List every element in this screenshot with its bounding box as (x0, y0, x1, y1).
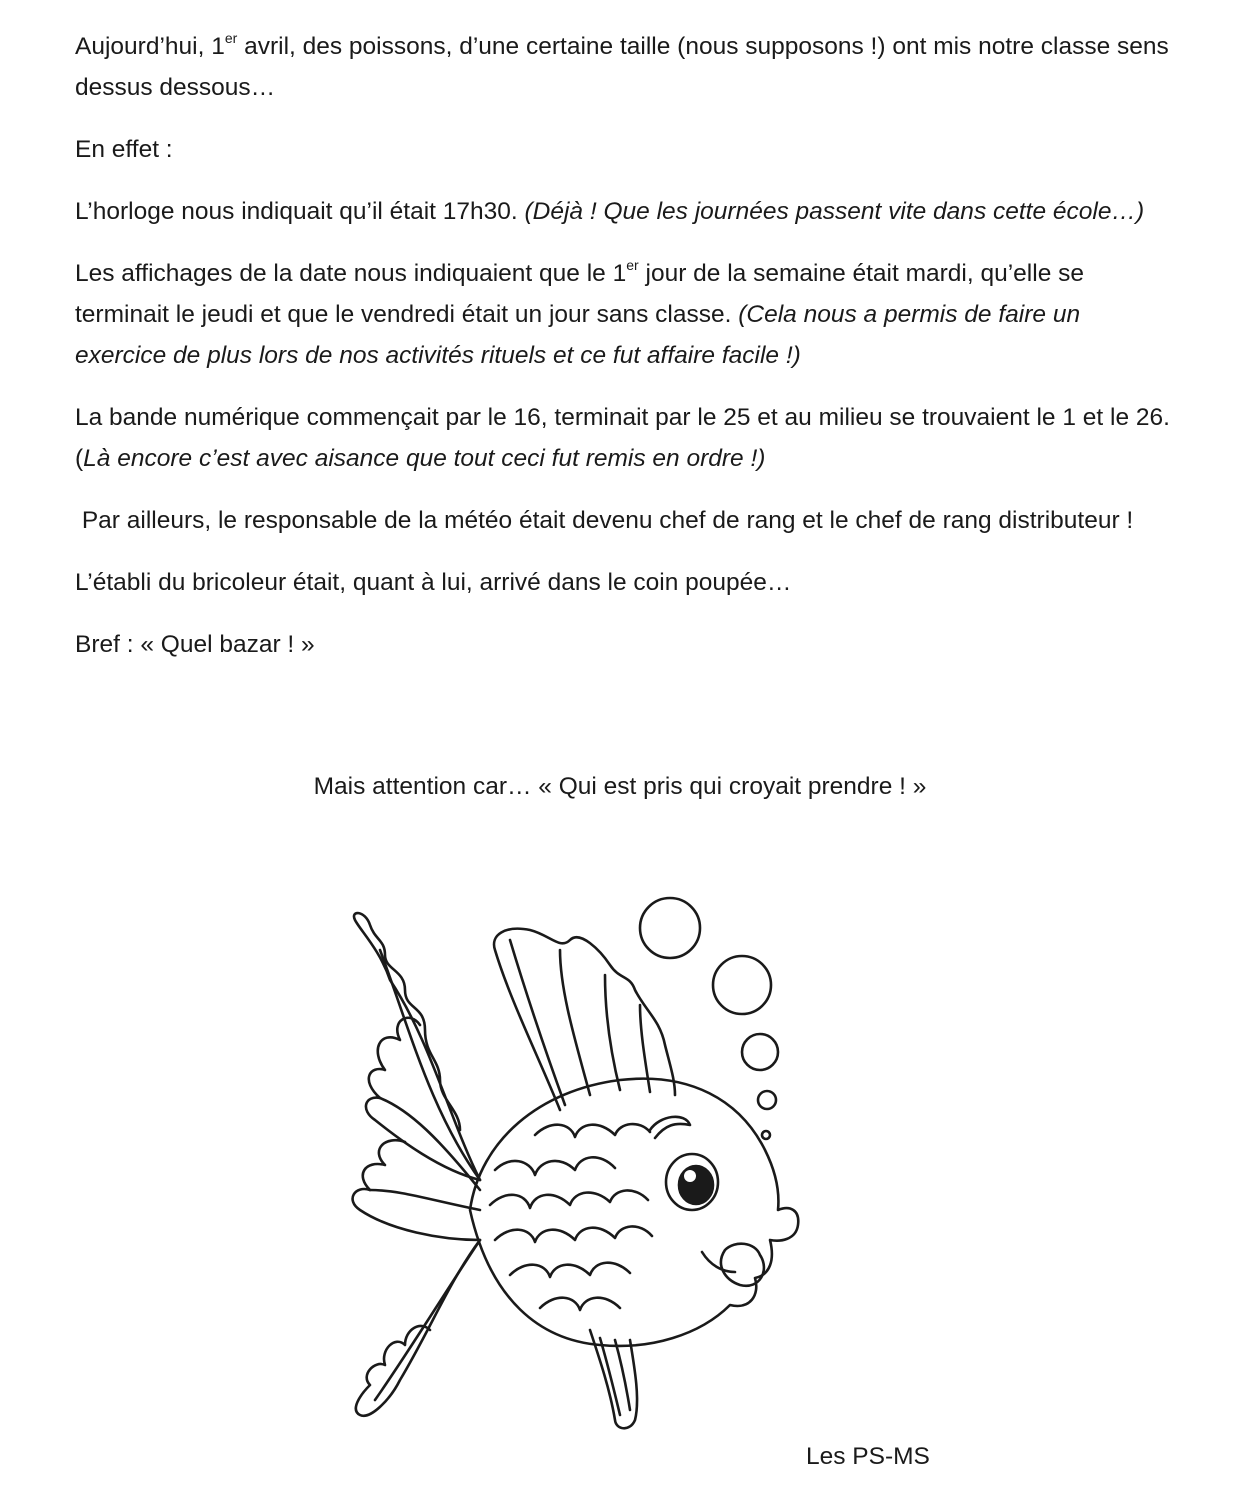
fish-illustration (330, 880, 810, 1450)
fish-mouth (702, 1252, 735, 1272)
paragraph-bref (75, 624, 1175, 665)
paragraph-en-effet (75, 129, 1175, 170)
meteo-text: Par ailleurs, le responsable de la météo était devenu chef de rang et le chef de rang distributeur ! (75, 507, 1134, 534)
eye-highlight (684, 1170, 696, 1182)
paragraph-meteo (75, 500, 1175, 541)
bubble-dot (762, 1131, 770, 1139)
bubble-small (742, 1034, 778, 1070)
bubble-tiny (758, 1091, 776, 1109)
paragraph-etabli (75, 562, 1175, 603)
horloge-text: L’horloge nous indiquait qu’il était 17h30. (75, 198, 525, 225)
en-effet-text: En effet : (75, 136, 173, 163)
signature: Les PS-MS (806, 1443, 930, 1470)
bubble-large (640, 898, 700, 958)
body-text (75, 26, 1175, 686)
affichages-comment: (Cela nous a permis de faire un exercice de plus lors de nos activités rituels et ce fut affaire facile !) (75, 301, 1081, 369)
etabli-text: L’établi du bricoleur était, quant à lui, arrivé dans le coin poupée… (75, 569, 792, 596)
paragraph-bande-numerique (75, 397, 1175, 479)
paragraph-horloge (75, 191, 1175, 232)
bref-text: Bref : « Quel bazar ! » (75, 631, 315, 658)
closing-proverb: Mais attention car… « Qui est pris qui croyait prendre ! » (313, 773, 927, 800)
ordinal-superscript: er (224, 30, 238, 46)
ordinal-superscript: er (626, 257, 639, 273)
horloge-comment: (Déjà ! Que les journées passent vite dans cette école…) (524, 198, 1145, 225)
eyebrow (650, 1117, 690, 1138)
fish-icon (330, 880, 810, 1450)
tail-fin-lower (353, 1140, 480, 1416)
fish-lips (721, 1244, 764, 1286)
intro-text-end: avril, des poissons, d’une certaine taille (nous supposons !) ont mis notre classe sens dessus dessous… (75, 33, 1169, 101)
paragraph-intro (75, 26, 1175, 108)
affichages-text-end: jour de la semaine était mardi, qu’elle se terminait le jeudi et que le vendredi était un jour sans classe. (75, 260, 1085, 328)
intro-text-start: Aujourd’hui, 1 (75, 33, 225, 60)
bande-numerique-text: La bande numérique commençait par le 16, terminait par le 25 et au milieu se trouvaient le 1 et le 26. ( (75, 404, 1170, 472)
affichages-text-start: Les affichages de la date nous indiquaient que le 1 (75, 260, 627, 287)
bubble-medium (713, 956, 771, 1014)
eye-pupil (679, 1166, 713, 1204)
fish-body (470, 1079, 798, 1346)
paragraph-affichages (75, 253, 1175, 376)
bande-numerique-comment: Là encore c’est avec aisance que tout ceci fut remis en ordre !) (83, 445, 766, 472)
fish-scales (490, 1124, 652, 1310)
tail-fin (354, 913, 480, 1180)
